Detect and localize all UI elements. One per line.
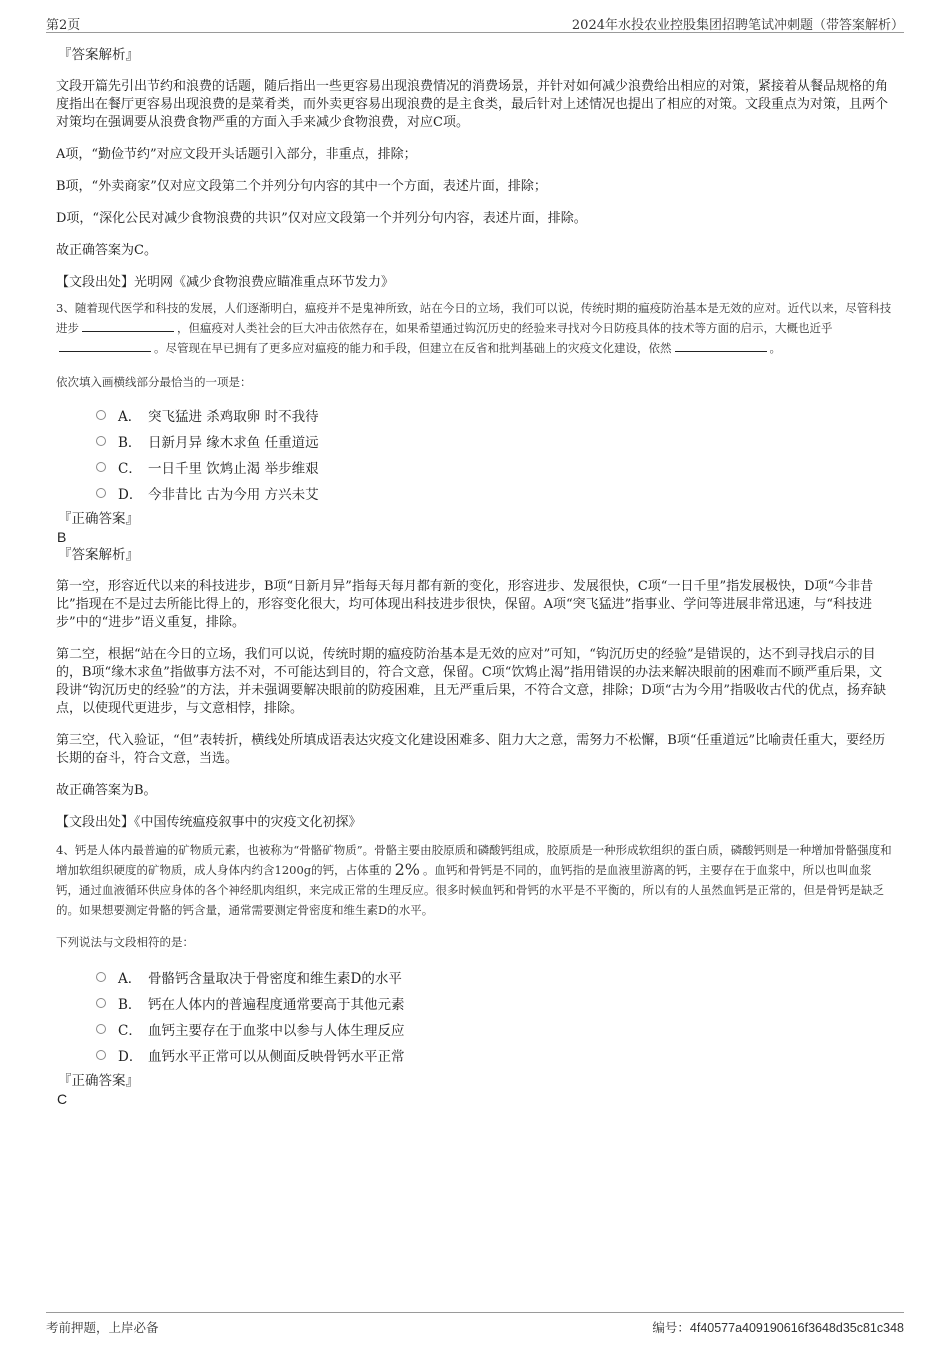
- option-text: 突飞猛进 杀鸡取卵 时不我待: [148, 409, 319, 425]
- q2-conclusion: 故正确答案为C。: [56, 243, 157, 258]
- q3-blank-2: [59, 339, 151, 352]
- option-letter: A．: [118, 409, 142, 425]
- q3-analysis-label: 『答案解析』: [58, 547, 139, 563]
- option-text: 骨骼钙含量取决于骨密度和维生素D的水平: [148, 971, 402, 987]
- radio-icon[interactable]: [96, 410, 106, 420]
- q3-blank-1: [82, 319, 174, 332]
- q3-stem-part-3: 。尽管现在早已拥有了更多应对瘟疫的能力和手段，但建立在反省和批判基础上的灾疫文化建设，依然: [154, 341, 672, 355]
- radio-icon[interactable]: [96, 1024, 106, 1034]
- q3-answer-label: 『正确答案』: [58, 511, 139, 527]
- q4-answer: C: [57, 1091, 68, 1107]
- q3-stem-part-4: 。: [769, 341, 781, 355]
- option-letter: C．: [118, 1023, 142, 1039]
- page-footer: [46, 1312, 904, 1337]
- q3-blank-3: [675, 339, 767, 352]
- option-text: 钙在人体内的普遍程度通常要高于其他元素: [148, 997, 405, 1013]
- q4-options: [56, 964, 892, 1068]
- q3-prompt: 依次填入画横线部分最恰当的一项是：: [56, 375, 252, 389]
- q4-option-d[interactable]: [96, 1042, 892, 1068]
- q3-options: [56, 402, 892, 506]
- footer-code-label: 编号：: [652, 1320, 690, 1335]
- q4-stem-part-1: 4、钙是人体内最普遍的矿物质元素，也被称为“骨骼矿物质”。骨骼主要由胶原质和磷酸钙组成，胶原质是一种形成软组织的蛋白质，磷酸钙则是一种增加骨骼强度和增加软组织硬度的矿物质，成人身体内约含1200g的钙，占体重的: [56, 843, 892, 877]
- q3-analysis-blank-3: 第三空，代入验证，“但”表转折，横线处所填成语表达灾疫文化建设困难多、阻力大之意，需努力不松懈，B项“任重道远”比喻责任重大，要经历长期的奋斗，符合文意，当选。: [56, 733, 886, 766]
- radio-icon[interactable]: [96, 488, 106, 498]
- option-text: 一日千里 饮鸩止渴 举步维艰: [148, 461, 319, 477]
- q3-conclusion: 故正确答案为B。: [56, 783, 157, 798]
- q4-prompt: 下列说法与文段相符的是：: [56, 935, 194, 949]
- q4-stem-part-2: 。血钙和骨钙是不同的，血钙指的是血液里游离的钙，主要存在于血浆中，所以也叫血浆钙，通过血液循环供应身体的各个神经肌肉组织，来完成正常的生理反应。很多时候血钙和骨钙的水平是不平衡的，所以有的人虽然血钙是正常的，但是骨钙是缺乏的。如果想要测定骨骼的钙含量，通常需要测定骨密度和维生素D的水平。: [56, 863, 884, 917]
- page-number: 第2页: [46, 18, 81, 33]
- q3-stem-part-2: ，但瘟疫对人类社会的巨大冲击依然存在，如果希望通过钩沉历史的经验来寻找对今日防疫具体的技术等方面的启示，大概也近乎: [177, 321, 833, 335]
- radio-icon[interactable]: [96, 436, 106, 446]
- page-header: [46, 10, 904, 33]
- footer-code: [652, 1318, 904, 1336]
- q2-analysis-option-d: D项，“深化公民对减少食物浪费的共识”仅对应文段第一个并列分句内容，表述片面，排除。: [56, 211, 587, 226]
- q3-stem: [56, 298, 892, 358]
- option-text: 血钙水平正常可以从侧面反映骨钙水平正常: [148, 1049, 405, 1065]
- q3-analysis-blank-1: 第一空，形容近代以来的科技进步，B项“日新月异”指每天每月都有新的变化，形容进步、发展很快，C项“一日千里”指发展极快，D项“今非昔比”指现在不是过去所能比得上的，形容变化很大，均可体现出科技进步很快，保留。A项“突飞猛进”指事业、学问等进展非常迅速，与“科技进步”中的“进步”语义重复，排除。: [56, 579, 874, 630]
- q3-answer: B: [57, 529, 67, 545]
- option-letter: A．: [118, 971, 142, 987]
- radio-icon[interactable]: [96, 462, 106, 472]
- q3-option-c[interactable]: [96, 454, 892, 480]
- radio-icon[interactable]: [96, 972, 106, 982]
- document-body: [56, 46, 892, 1108]
- option-text: 今非昔比 古为今用 方兴未艾: [148, 487, 319, 503]
- option-letter: D．: [118, 487, 143, 503]
- radio-icon[interactable]: [96, 998, 106, 1008]
- option-text: 日新月异 缘木求鱼 任重道远: [148, 435, 319, 451]
- q2-analysis-paragraph: 文段开篇先引出节约和浪费的话题，随后指出一些更容易出现浪费情况的消费场景，并针对如何减少浪费给出相应的对策，紧接着从餐品规格的角度指出在餐厅更容易出现浪费的是菜肴类，而外卖更容易出现浪费的是主食类，最后针对上述情况也提出了相应的对策。文段重点为对策，且两个对策均在强调要从浪费食物严重的方面入手来减少食物浪费，对应C项。: [56, 79, 889, 130]
- q2-analysis-label: 『答案解析』: [58, 47, 139, 63]
- option-letter: B．: [118, 997, 142, 1013]
- document-title: 2024年水投农业控股集团招聘笔试冲刺题（带答案解析）: [571, 18, 904, 33]
- q3-source: 【文段出处】《中国传统瘟疫叙事中的灾疫文化初探》: [56, 815, 362, 830]
- q2-source: 【文段出处】光明网《减少食物浪费应瞄准重点环节发力》: [56, 275, 395, 290]
- q2-analysis-option-b: B项，“外卖商家”仅对应文段第二个并列分句内容的其中一个方面，表述片面，排除；: [56, 179, 547, 194]
- footer-code-value: 4f40577a409190616f3648d35c81c348: [689, 1321, 904, 1335]
- q4-option-a[interactable]: [96, 964, 892, 990]
- q3-option-a[interactable]: [96, 402, 892, 428]
- q4-option-b[interactable]: [96, 990, 892, 1016]
- option-letter: B．: [118, 435, 142, 451]
- q4-percent: 2%: [394, 860, 421, 879]
- q3-option-b[interactable]: [96, 428, 892, 454]
- q3-stem-part-1: 3、随着现代医学和科技的发展，人们逐渐明白，瘟疫并不是鬼神所致，站在今日的立场，我们可以说，传统时期的瘟疫防治基本是无效的应对。近代以来，尽管科技进步: [56, 301, 892, 335]
- q3-option-d[interactable]: [96, 480, 892, 506]
- option-text: 血钙主要存在于血浆中以参与人体生理反应: [148, 1023, 405, 1039]
- option-letter: C．: [118, 461, 142, 477]
- q4-option-c[interactable]: [96, 1016, 892, 1042]
- q4-answer-label: 『正确答案』: [58, 1073, 139, 1089]
- q2-analysis-option-a: A项，“勤俭节约”对应文段开头话题引入部分，非重点，排除；: [56, 147, 417, 162]
- q4-stem: [56, 840, 892, 920]
- q3-analysis-blank-2: 第二空，根据“站在今日的立场，我们可以说，传统时期的瘟疫防治基本是无效的应对”可知，“钩沉历史的经验”是错误的，达不到寻找启示的目的，B项“缘木求鱼”指做事方法不对，不可能达到目的，符合文意，保留。C项“饮鸩止渴”指用错误的办法来解决眼前的困难而不顾严重后果，文段讲“钩沉历史的经验”的方法，并未强调要解决眼前的防疫困难，且无严重后果，不符合文意，排除；D项“古为今用”指吸收古代的优点，扬弃缺点，以使现代更进步，与文意相悖，排除。: [56, 647, 887, 716]
- radio-icon[interactable]: [96, 1050, 106, 1060]
- footer-slogan: 考前押题，上岸必备: [46, 1320, 159, 1335]
- option-letter: D．: [118, 1049, 143, 1065]
